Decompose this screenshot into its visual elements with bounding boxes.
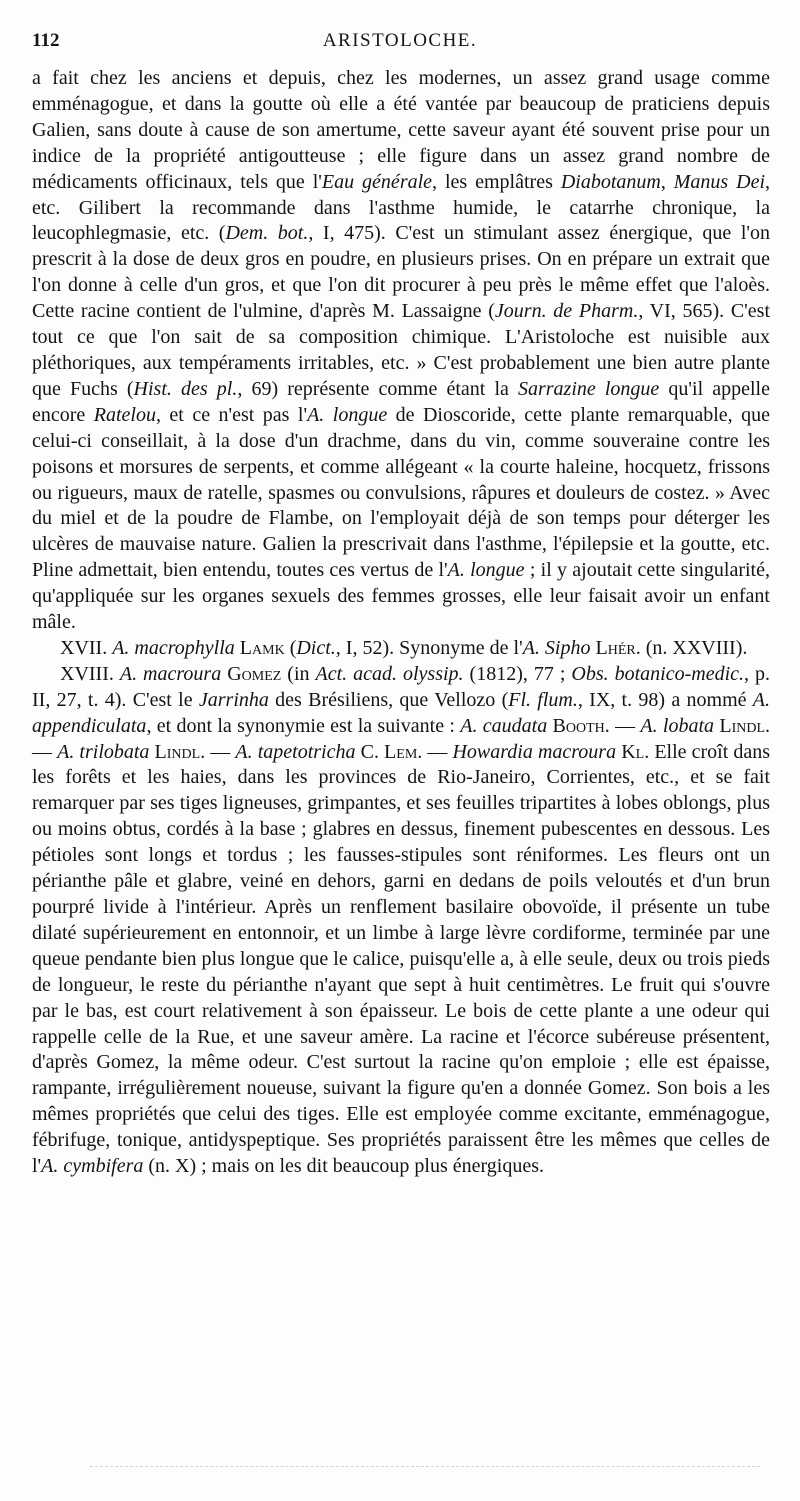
italic-run: Obs. botanico-medic. <box>571 662 745 685</box>
italic-run: Hist. des pl. <box>133 377 238 400</box>
text-run: , <box>660 170 674 193</box>
italic-run: A. macrophylla <box>112 636 235 659</box>
italic-run: A. appendiculata <box>32 688 771 737</box>
text-run: , p. II, 27, t. 4). C'est le <box>32 662 770 711</box>
text-run: C. <box>355 740 385 763</box>
text-run: , et dont la synonymie est la suivante : <box>146 714 461 737</box>
italic-run: A. trilobata <box>57 740 150 763</box>
italic-run: A. Sipho <box>522 636 591 659</box>
author-abbreviation: Kl. <box>621 740 650 763</box>
text-run: ( <box>284 636 297 659</box>
italic-run: Manus Dei <box>673 170 766 193</box>
italic-run: Diabotanum <box>560 170 661 193</box>
text-run: , les emplâtres <box>432 170 561 193</box>
italic-run: Act. acad. olyssip. <box>315 662 464 685</box>
text-run: , IX, t. 98) a nommé <box>577 688 753 711</box>
entry-number: XVIII. <box>60 662 114 685</box>
text-run: (in <box>281 662 316 685</box>
text-run: , etc. Gilibert la recommande dans l'asthme humide, le catarrhe chronique, la leucophlegmasie, etc. ( <box>32 170 771 245</box>
italic-run: Sarrazine longue <box>517 377 660 400</box>
italic-run: A. longue <box>307 403 388 426</box>
author-abbreviation: Lamk <box>239 636 285 659</box>
continuation-paragraph <box>32 66 770 636</box>
text-run: — <box>205 740 236 763</box>
italic-run: Journ. de Pharm. <box>494 300 639 323</box>
italic-run: A. cymbifera <box>41 1155 144 1178</box>
author-abbreviation: Gomez <box>227 662 282 685</box>
author-abbreviation: Booth. <box>552 714 610 737</box>
italic-run: Jarrinha <box>198 688 269 711</box>
text-run: des Brésiliens, que Vellozo ( <box>268 688 509 711</box>
italic-run: Howardia macroura <box>452 740 617 763</box>
text-run: — <box>422 740 453 763</box>
italic-run: Fl. flum. <box>508 688 578 711</box>
author-abbreviation: Lindl. <box>719 714 771 737</box>
italic-run: Dict. <box>296 636 336 659</box>
text-run: , I, 475). C'est un stimulant assez énergique, que l'on prescrit à la dose de deux gros en poudre, en plusieurs prises. On en prépare un extrait que l'on donne à celle d'un gros, et que l'on dit procurer à peu près le même effet que l'aloès. Cette racine contient de l'ulmine, d'après M. Lassaigne ( <box>32 222 770 323</box>
text-run: (1812), 77 ; <box>463 662 572 685</box>
italic-run: Dem. bot. <box>225 222 309 245</box>
author-abbreviation: Lem. <box>384 740 423 763</box>
text-run: , VI, 565). C'est tout ce que l'on sait de sa composition chimique. L'Aristoloche est nuisible aux pléthoriques, aux tempéraments irritables, etc. » C'est probablement une bien autre plante que Fuchs ( <box>32 300 771 400</box>
text-run: Elle croît dans les forêts et les haies, dans les provinces de Rio-Janeiro, Corrientes, etc., et se fait remarquer par ses tiges ligneuses, grimpantes, et ses feuilles tripartites à lobes oblongs, plus ou moins obtus, cordés à la base ; glabres en dessus, finement pubescentes en dessous. Les pétioles sont longs et tordus ; les fausses-stipules sont réniformes. Les fleurs ont un périanthe pâle et glabre, veiné en dehors, garni en dedans de poils veloutés et d'un brun pourpré livide à l'intérieur. Après un renflement basilaire obovoïde, il présente un tube dilaté supérieurement en entonnoir, et un limbe à large lèvre cordiforme, terminée par une queue pendante bien plus longue que le calice, puisqu'elle a, à elle seule, deux ou trois pieds de longueur, le reste du périanthe n'ayant que sept à huit centimètres. Le fruit qui s'ouvre par le bas, est court relativement à son épaisseur. Le bois de cette plante a une odeur qui rappelle celle de la Rue, et une saveur amère. La racine et l'écorce subéreuse présentent, d'après Gomez, la même odeur. C'est surtout la racine qu'on emploie ; elle est épaisse, rampante, irrégulièrement noueuse, suivant la figure qu'en a donnée Gomez. Son bois a les mêmes propriétés que celui des tiges. Elle est employée comme excitante, emménagogue, fébrifuge, tonique, antidyspeptique. Ses propriétés paraissent être les mêmes que celles de l' <box>32 740 771 1178</box>
text-run: , 69) représente comme étant la <box>237 377 518 400</box>
species-entry <box>32 636 770 662</box>
text-run: (n. X) ; mais on les dit beaucoup plus énergiques. <box>143 1155 545 1178</box>
author-abbreviation: Lindl. <box>154 740 206 763</box>
italic-run: Eau générale <box>321 170 433 193</box>
running-title: ARISTOLOCHE. <box>322 30 478 51</box>
italic-run: A. caudata <box>460 714 548 737</box>
text-run: de Dioscoride, cette plante remarquable, que celui-ci conseillait, à la dose d'un drachme, dans du vin, comme souveraine contre les poisons et morsures de serpents, et comme allégeant « la courte haleine, hocquetz, frissons ou rigueurs, maux de ratelle, spasmes ou convulsions, râpures et douleurs de costez. » Avec du miel et de la poudre de Flambe, on l'employait déjà de son temps pour déterger les ulcères de mauvaise nature. Galien la prescrivait dans l'asthme, l'épilepsie et la goutte, etc. Pline admettait, bien entendu, toutes ces vertus de l' <box>32 403 771 582</box>
species-entry <box>32 662 770 1180</box>
entry-number: XVII. <box>60 636 108 659</box>
text-run: — <box>609 714 641 737</box>
text-body <box>32 66 770 1180</box>
text-run: — <box>32 740 58 763</box>
author-abbreviation: Lhér. <box>595 636 641 659</box>
text-run: , I, 52). Synonyme de l' <box>335 636 523 659</box>
italic-run: A. macroura <box>119 662 222 685</box>
text-run: ; il y ajoutait cette singularité, qu'appliquée sur les organes sexuels des femmes grosses, elle leur faisait avoir un enfant mâle. <box>32 559 770 634</box>
text-run: (n. XXVIII). <box>640 636 748 659</box>
page-header <box>32 30 768 60</box>
italic-run: Ratelou <box>93 403 156 426</box>
page-number: 112 <box>32 30 60 51</box>
italic-run: A. longue <box>447 559 525 582</box>
text-run: , et ce n'est pas l' <box>155 403 308 426</box>
text-run: a fait chez les anciens et depuis, chez les modernes, un assez grand usage comme emménagogue, et dans la goutte où elle a été vantée par beaucoup de praticiens depuis Galien, sans doute à cause de son amertume, cette saveur ayant été souvent prise pour un indice de la propriété antigoutteuse ; elle figure dans un assez grand nombre de médicaments officinaux, tels que l' <box>32 67 770 193</box>
italic-run: A. tapetotricha <box>235 740 356 763</box>
bleed-through-rule <box>90 1466 760 1467</box>
text-run: qu'il appelle encore <box>32 377 770 426</box>
italic-run: A. lobata <box>640 714 715 737</box>
